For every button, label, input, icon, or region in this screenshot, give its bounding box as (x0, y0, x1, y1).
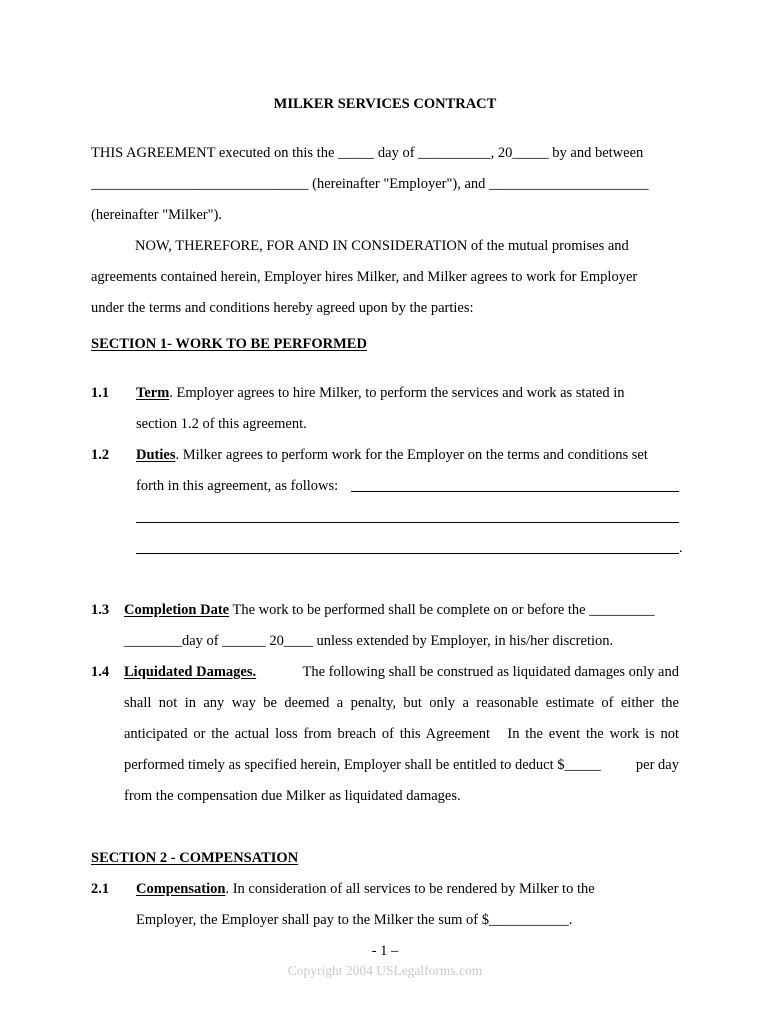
clause-1-3-line-1 (124, 601, 654, 619)
clause-1-4-line-3: anticipated or the actual loss from breach of this Agreement In the event the work is not (124, 726, 679, 742)
clause-text: . Milker agrees to perform work for the Employer on the terms and conditions set (175, 447, 648, 463)
clause-text: per day (635, 757, 679, 773)
clause-term: Term (136, 385, 170, 401)
clause-2-1-line-2 (136, 911, 572, 929)
section-2-heading: SECTION 2 - COMPENSATION (91, 850, 299, 866)
duties-field-line[interactable] (136, 553, 679, 554)
clause-number: 1.4 (91, 664, 110, 680)
document-title: MILKER SERVICES CONTRACT (273, 96, 497, 112)
clause-number: 1.3 (91, 602, 110, 618)
clause-number: 1.1 (91, 385, 110, 401)
page-number: - 1 – (371, 943, 399, 959)
section-1-heading: SECTION 1- WORK TO BE PERFORMED (91, 336, 367, 352)
intro-text: (hereinafter "Employer"), and (308, 176, 490, 192)
clause-number: 2.1 (91, 881, 110, 897)
clause-1-3-line-2 (124, 632, 613, 650)
intro-paragraph-line: agreements contained herein, Employer hires Milker, and Milker agrees to work for Employer (91, 269, 638, 285)
clause-1-4-line-4 (124, 756, 679, 774)
duties-field-line[interactable] (351, 491, 679, 492)
clause-1-4-line-5: from the compensation due Milker as liquidated damages. (124, 788, 461, 804)
intro-text: , 20 (490, 145, 513, 161)
employer-name-blank[interactable]: ______________________________ (91, 176, 309, 192)
intro-line-1 (91, 144, 643, 162)
clause-text: The following shall be construed as liquidated damages only and (302, 664, 679, 680)
intro-text: THIS AGREEMENT executed on this the (91, 145, 339, 161)
clause-text: day of (182, 633, 223, 649)
milker-name-blank[interactable]: ______________________ (489, 176, 649, 192)
compensation-amount-blank[interactable]: ___________ (488, 912, 569, 928)
deduction-amount-blank[interactable]: _____ (564, 757, 601, 773)
clause-1-2-line-1 (136, 446, 648, 464)
clause-text: . Employer agrees to hire Milker, to perform the services and work as stated in (169, 385, 625, 401)
clause-1-4-line-1 (124, 663, 679, 681)
clause-number: 1.2 (91, 447, 110, 463)
intro-paragraph-line: NOW, THEREFORE, FOR AND IN CONSIDERATION of the mutual promises and (135, 238, 629, 254)
intro-text: by and between (548, 145, 644, 161)
clause-text: Employer, the Employer shall pay to the Milker the sum of $ (136, 912, 489, 928)
clause-1-2-line-2: forth in this agreement, as follows: (136, 478, 339, 494)
clause-text: 20 (265, 633, 284, 649)
clause-term: Duties (136, 447, 176, 463)
clause-text: unless extended by Employer, in his/her discretion. (312, 633, 614, 649)
intro-text: day of (374, 145, 419, 161)
year-blank[interactable]: _____ (512, 145, 549, 161)
duties-period: . (679, 540, 683, 556)
clause-text: . In consideration of all services to be rendered by Milker to the (225, 881, 595, 897)
completion-year-blank[interactable]: ____ (283, 633, 313, 649)
clause-text: performed timely as specified herein, Employer shall be entitled to deduct $ (124, 757, 565, 773)
intro-line-3: (hereinafter "Milker"). (91, 207, 222, 223)
completion-day-blank[interactable]: ________ (124, 633, 182, 649)
duties-field-line[interactable] (136, 522, 679, 523)
clause-2-1-line-1 (136, 880, 595, 898)
clause-text: The work to be performed shall be complete on or before the (229, 602, 590, 618)
month-blank[interactable]: __________ (418, 145, 491, 161)
clause-term: Completion Date (124, 602, 230, 618)
clause-text: . (568, 912, 573, 928)
day-blank[interactable]: _____ (338, 145, 375, 161)
copyright-watermark: Copyright 2004 USLegalforms.com (287, 963, 483, 978)
clause-1-1-line-2: section 1.2 of this agreement. (136, 416, 307, 432)
intro-paragraph-line: under the terms and conditions hereby agreed upon by the parties: (91, 300, 474, 316)
clause-1-1-line-1 (136, 384, 625, 402)
completion-date-blank[interactable]: _________ (589, 602, 655, 618)
completion-month-blank[interactable]: ______ (222, 633, 266, 649)
intro-line-2 (91, 175, 649, 193)
clause-term: Compensation (136, 881, 226, 897)
clause-1-4-line-2: shall not in any way be deemed a penalty, but only a reasonable estimate of either the (124, 695, 679, 711)
clause-term: Liquidated Damages. (124, 664, 257, 680)
